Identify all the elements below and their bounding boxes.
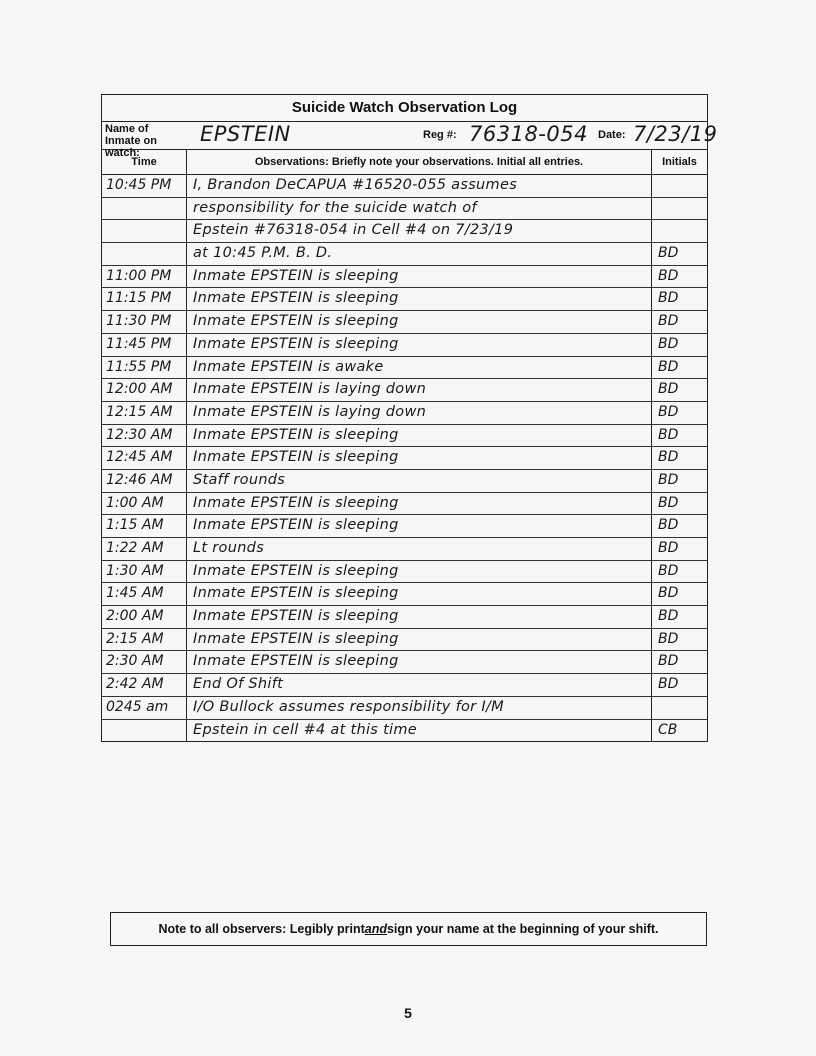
log-entry-row	[102, 220, 707, 243]
entry-time: 11:30 PM	[102, 311, 187, 333]
log-entry-row	[102, 720, 707, 742]
time-column-header: Time	[102, 150, 187, 174]
entry-time	[102, 220, 187, 242]
log-entry-row	[102, 243, 707, 266]
page-number: 5	[404, 1005, 412, 1021]
log-entry-row	[102, 288, 707, 311]
log-entry-row	[102, 470, 707, 493]
entry-observation: Staff rounds	[187, 470, 652, 492]
entry-observation: Inmate EPSTEIN is sleeping	[187, 493, 652, 515]
entry-initials: BD	[658, 676, 679, 693]
entry-time: 1:45 AM	[102, 583, 187, 605]
log-entries	[102, 175, 707, 741]
initials-column-header: Initials	[662, 156, 697, 168]
note-emphasis: and	[364, 922, 387, 936]
entry-observation: at 10:45 P.M. B. D.	[187, 243, 652, 265]
entry-observation: Inmate EPSTEIN is sleeping	[187, 334, 652, 356]
entry-initials: CB	[658, 721, 678, 738]
entry-observation: Inmate EPSTEIN is sleeping	[187, 447, 652, 469]
note-text-after: sign your name at the beginning of your shift.	[386, 922, 659, 936]
observer-note	[110, 912, 707, 946]
log-entry-row	[102, 651, 707, 674]
entry-initials: BD	[658, 267, 679, 284]
entry-time: 11:45 PM	[102, 334, 187, 356]
entry-initials: BD	[658, 562, 679, 579]
log-entry-row	[102, 357, 707, 380]
observation-log	[101, 94, 718, 742]
entry-initials: BD	[658, 426, 679, 443]
entry-observation: Inmate EPSTEIN is sleeping	[187, 266, 652, 288]
entry-time: 11:55 PM	[102, 357, 187, 379]
entry-time: 11:00 PM	[102, 266, 187, 288]
entry-observation: Inmate EPSTEIN is sleeping	[187, 606, 652, 628]
entry-time: 1:30 AM	[102, 561, 187, 583]
entry-observation: Epstein in cell #4 at this time	[187, 720, 652, 742]
log-entry-row	[102, 334, 707, 357]
entry-time: 2:15 AM	[102, 629, 187, 651]
log-entry-row	[102, 402, 707, 425]
entry-initials: BD	[658, 335, 679, 352]
entry-time: 12:30 AM	[102, 425, 187, 447]
entry-initials: BD	[658, 540, 679, 556]
log-entry-row	[102, 583, 707, 606]
entry-observation: Inmate EPSTEIN is sleeping	[187, 583, 652, 605]
log-entry-row	[102, 447, 707, 470]
note-text-before: Note to all observers: Legibly print	[158, 922, 365, 936]
log-entry-row	[102, 515, 707, 538]
entry-observation: Inmate EPSTEIN is sleeping	[187, 311, 652, 333]
entry-time: 10:45 PM	[102, 175, 187, 197]
entry-time: 2:30 AM	[102, 651, 187, 673]
entry-time: 2:00 AM	[102, 606, 187, 628]
entry-initials: BD	[658, 630, 679, 647]
entry-observation: Lt rounds	[187, 538, 652, 560]
entry-observation: Epstein #76318-054 in Cell #4 on 7/23/19	[187, 220, 652, 242]
entry-time	[102, 720, 187, 742]
inmate-name-value: EPSTEIN	[200, 122, 291, 146]
entry-initials	[652, 175, 707, 197]
log-entry-row	[102, 493, 707, 516]
log-entry-row	[102, 606, 707, 629]
entry-initials: BD	[658, 381, 679, 398]
log-entry-row	[102, 538, 707, 561]
entry-observation: End Of Shift	[187, 674, 652, 696]
entry-observation: Inmate EPSTEIN is sleeping	[187, 561, 652, 583]
entry-time: 12:00 AM	[102, 379, 187, 401]
entry-initials: BD	[658, 313, 679, 330]
entry-observation: Inmate EPSTEIN is sleeping	[187, 515, 652, 537]
column-header-row	[102, 150, 707, 175]
entry-observation: Inmate EPSTEIN is sleeping	[187, 629, 652, 651]
entry-time	[102, 243, 187, 265]
entry-observation: Inmate EPSTEIN is awake	[187, 357, 652, 379]
entry-time: 11:15 PM	[102, 288, 187, 310]
entry-initials	[652, 220, 707, 242]
date-label: Date:	[598, 129, 626, 141]
log-entry-row	[102, 311, 707, 334]
inmate-info-row	[102, 122, 718, 159]
log-entry-row	[102, 198, 707, 221]
entry-observation: Inmate EPSTEIN is laying down	[187, 402, 652, 424]
entry-time: 1:22 AM	[102, 538, 187, 560]
entry-observation: Inmate EPSTEIN is sleeping	[187, 288, 652, 310]
entry-observation: responsibility for the suicide watch of	[187, 198, 652, 220]
log-entry-row	[102, 674, 707, 697]
entry-observation: Inmate EPSTEIN is laying down	[187, 379, 652, 401]
log-entry-row	[102, 266, 707, 289]
log-entry-row	[102, 425, 707, 448]
entry-observation: I, Brandon DeCAPUA #16520-055 assumes	[187, 175, 652, 197]
entry-initials	[652, 198, 707, 220]
log-entry-row	[102, 175, 707, 198]
entry-time: 12:46 AM	[102, 470, 187, 492]
entry-initials: BD	[658, 585, 679, 602]
entry-observation: I/O Bullock assumes responsibility for I/M	[187, 697, 652, 719]
entry-time: 12:45 AM	[102, 447, 187, 469]
entry-time: 12:15 AM	[102, 402, 187, 424]
entry-initials: BD	[658, 449, 679, 466]
entry-observation: Inmate EPSTEIN is sleeping	[187, 651, 652, 673]
entry-initials: BD	[658, 608, 679, 625]
entry-time: 1:15 AM	[102, 515, 187, 537]
entry-initials: BD	[658, 290, 679, 307]
reg-number-value: 76318-054	[469, 122, 588, 146]
date-value: 7/23/19	[633, 122, 718, 146]
entry-time	[102, 198, 187, 220]
entry-time: 1:00 AM	[102, 493, 187, 515]
log-entry-row	[102, 697, 707, 720]
log-entry-row	[102, 379, 707, 402]
entry-initials: BD	[658, 653, 679, 670]
entry-time: 0245 am	[102, 697, 187, 719]
entry-observation: Inmate EPSTEIN is sleeping	[187, 425, 652, 447]
entry-initials: BD	[658, 471, 679, 488]
reg-label: Reg #:	[423, 129, 457, 141]
entry-initials: BD	[658, 358, 679, 375]
entry-initials: BD	[658, 494, 679, 511]
entry-initials: BD	[658, 403, 679, 420]
log-entry-row	[102, 629, 707, 652]
entry-time: 2:42 AM	[102, 674, 187, 696]
observations-column-header: Observations: Briefly note your observations. Initial all entries.	[187, 150, 652, 174]
log-entry-row	[102, 561, 707, 584]
log-title: Suicide Watch Observation Log	[102, 95, 707, 122]
entry-initials: BD	[658, 517, 679, 534]
entry-initials: BD	[658, 245, 679, 262]
name-label: Name of Inmate on watch:	[105, 123, 157, 159]
entry-initials	[652, 697, 707, 719]
